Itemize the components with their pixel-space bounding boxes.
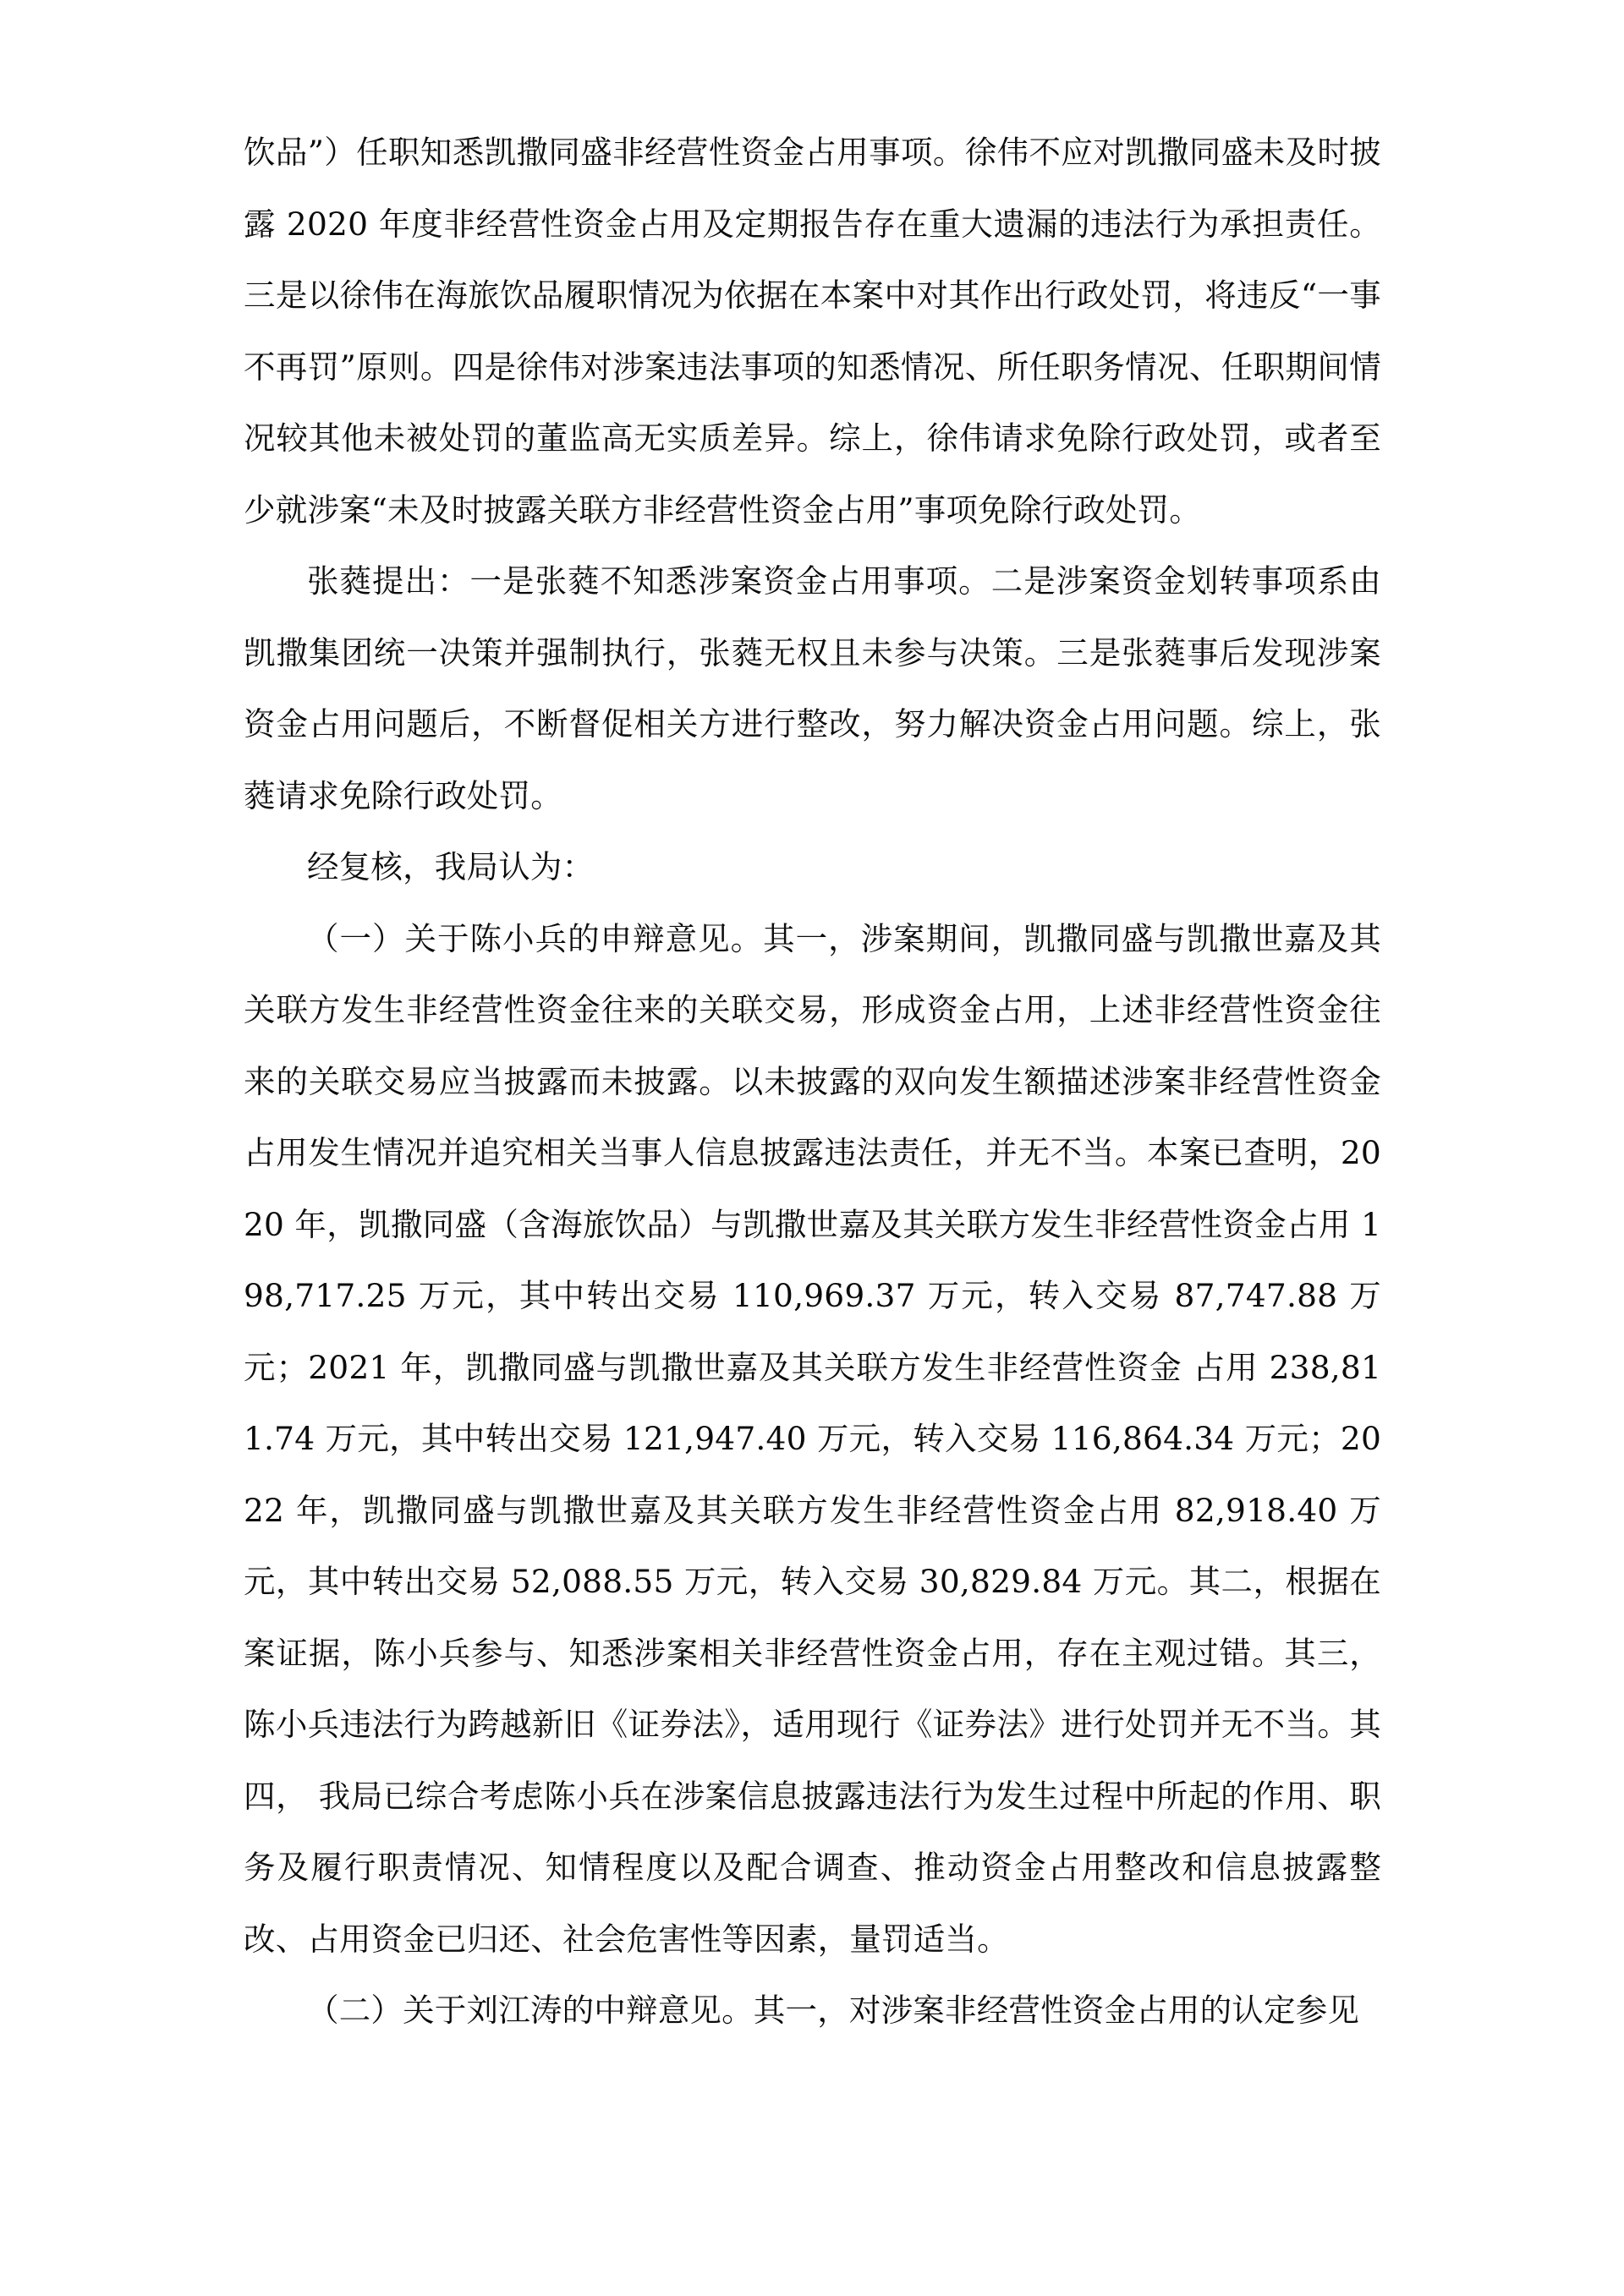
paragraph-zhangrui-defense: 张蕤提出：一是张蕤不知悉涉案资金占用事项。二是涉案资金划转事项系由凯撒集团统一决策并强制执行，张蕤无权且未参与决策。三是张蕤事后发现涉案资金占用问题后，不断督促相关方进行整改，努力解决资金占用问题。综上，张蕤请求免除行政处罚。: [244, 562, 1381, 814]
paragraph-item-one-chenxiaobing: （一）关于陈小兵的申辩意见。其一，涉案期间，凯撒同盛与凯撒世嘉及其关联方发生非经营性资金往来的关联交易，形成资金占用，上述非经营性资金往来的关联交易应当披露而未披露。以未披露的双向发生额描述涉案非经营性资金占用发生情况并追究相关当事人信息披露违法责任，并无不当。本案已查明，2020 年，凯撒同盛（含海旅饮品）与凯撒世嘉及其关联方发生非经营性资金占用 198,717.25 万元，其中转出交易 110,969.37 万元，转入交易 87,747.88 万元；2021 年，凯撒同盛与凯撒世嘉及其关联方发生非经营性资金 占用 238,811.74 万元，其中转出交易 121,947.40 万元，转入交易 116,864.34 万元；2022 年，凯撒同盛与凯撒世嘉及其关联方发生非经营性资金占用 82,918.40 万元，其中转出交易 52,088.55 万元，转入交易 30,829.84 万元。其二，根据在案证据，陈小兵参与、知悉涉案相关非经营性资金占用，存在主观过错。其三，陈小兵违法行为跨越新旧《证券法》，适用现行《证券法》进行处罚并无不当。其四， 我局已综合考虑陈小兵在涉案信息披露违法行为发生过程中所起的作用、职务及履行职责情况、知情程度以及配合调查、推动资金占用整改和信息披露整改、占用资金已归还、社会危害性等因素，量罚适当。: [244, 919, 1381, 1958]
paragraph-item-two-liujiangtao: （二）关于刘江涛的中辩意见。其一，对涉案非经营性资金占用的认定参见: [307, 1992, 1360, 2029]
paragraph-review-conclusion-lead: 经复核，我局认为：: [307, 848, 595, 885]
document-text-column: [244, 117, 1381, 2047]
paragraph-xuwei-defense-continued: 饮品”）任职知悉凯撒同盛非经营性资金占用事项。徐伟不应对凯撒同盛未及时披露 2020 年度非经营性资金占用及定期报告存在重大遗漏的违法行为承担责任。三是以徐伟在海旅饮品履职情况为依据在本案中对其作出行政处罚，将违反“一事不再罚”原则。四是徐伟对涉案违法事项的知悉情况、所任职务情况、任职期间情况较其他未被处罚的董监高无实质差异。综上，徐伟请求免除行政处罚，或者至少就涉案“未及时披露关联方非经营性资金占用”事项免除行政处罚。: [244, 134, 1381, 529]
